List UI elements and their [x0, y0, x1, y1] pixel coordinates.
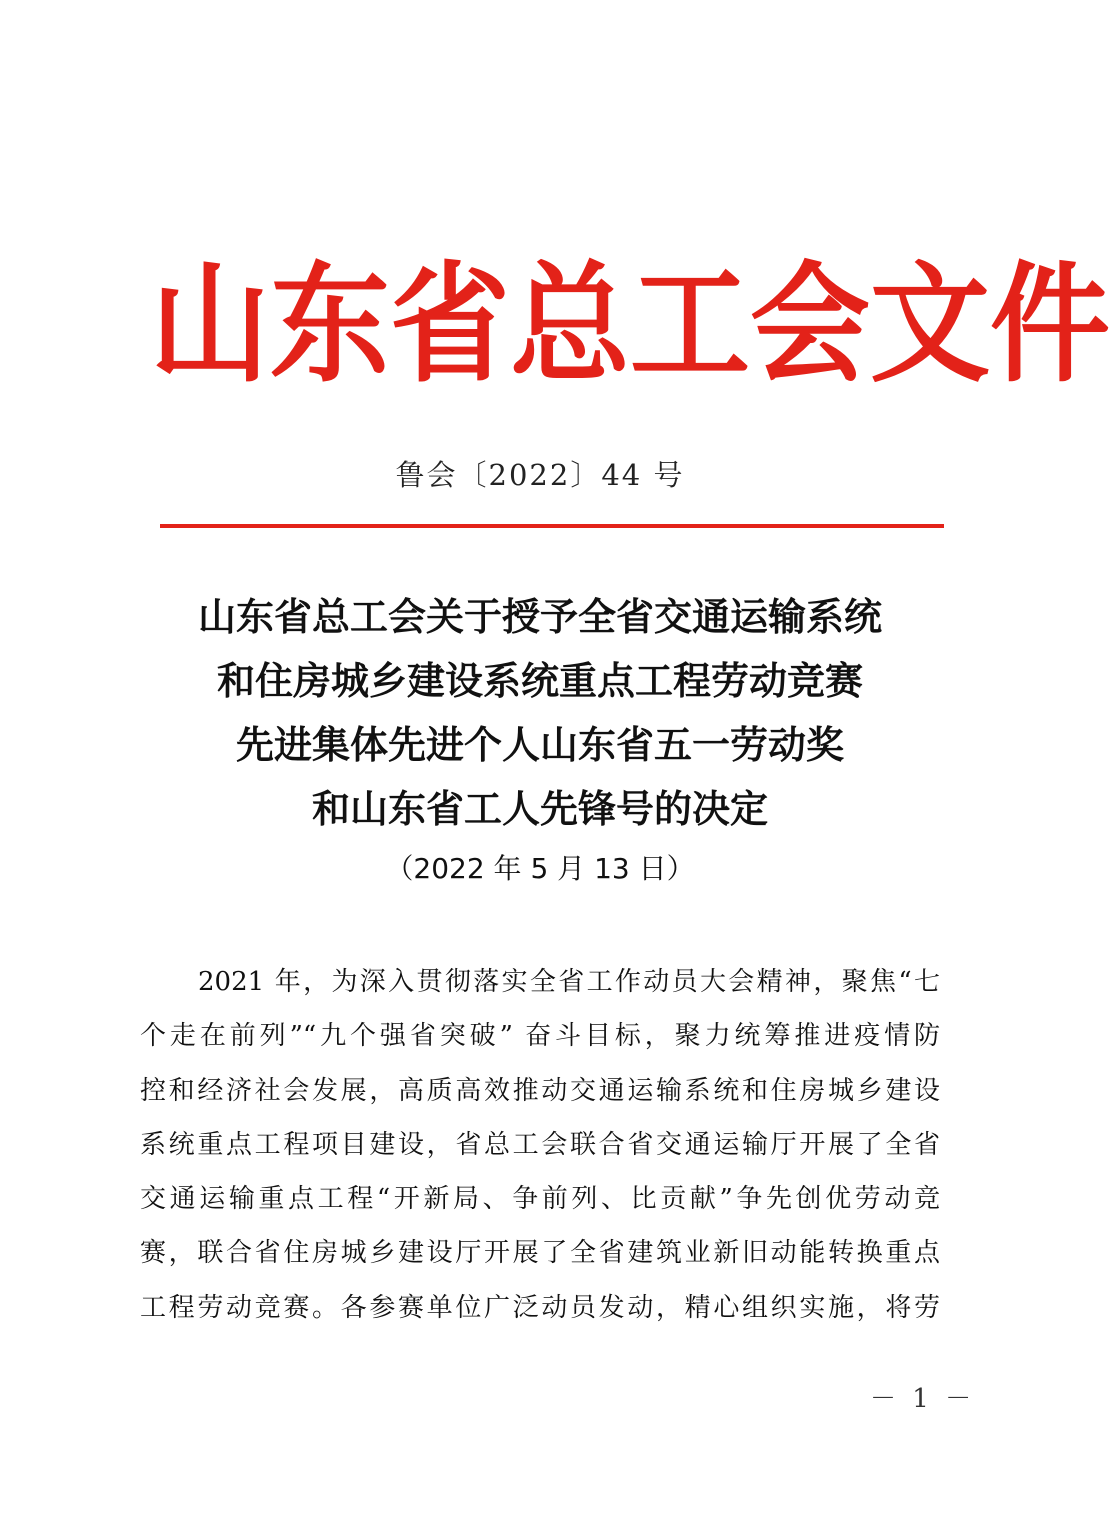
title-line: 先进集体先进个人山东省五一劳动奖 [235, 722, 844, 767]
page-number: － 1 － [870, 1384, 976, 1414]
masthead-char: 件 [990, 248, 1110, 401]
body-line: 控和经济社会发展，高质高效推动交通运输系统和住房城乡建设 [140, 1075, 940, 1106]
masthead-char: 省 [390, 248, 510, 401]
masthead-title [150, 248, 1110, 401]
body-line: 2021 年，为深入贯彻落实全省工作动员大会精神，聚焦“七 [198, 967, 940, 997]
title-line: 山东省总工会关于授予全省交通运输系统 [197, 594, 882, 639]
document-number: 鲁会〔2022〕44 号 [395, 458, 685, 492]
masthead-char: 会 [750, 248, 870, 401]
masthead-char: 文 [870, 248, 990, 401]
body-line: 个走在前列”“九个强省突破” 奋斗目标，聚力统筹推进疫情防 [140, 1021, 940, 1052]
masthead-char: 东 [270, 248, 390, 401]
title-line: 和山东省工人先锋号的决定 [311, 786, 768, 831]
body-line: 系统重点工程项目建设，省总工会联合省交通运输厅开展了全省 [140, 1129, 940, 1160]
body-paragraph [140, 955, 940, 1335]
body-line: 工程劳动竞赛。各参赛单位广泛动员发动，精心组织实施，将劳 [140, 1292, 940, 1323]
masthead-char: 总 [510, 248, 630, 401]
body-line: 赛，联合省住房城乡建设厅开展了全省建筑业新旧动能转换重点 [140, 1238, 940, 1269]
document-title [0, 585, 1080, 841]
body-line: 交通运输重点工程“开新局、争前列、比贡献”争先创优劳动竞 [140, 1184, 940, 1215]
masthead-char: 工 [630, 248, 750, 401]
document-date: （2022 年 5 月 13 日） [385, 852, 695, 885]
masthead-char: 山 [150, 248, 270, 401]
title-line: 和住房城乡建设系统重点工程劳动竞赛 [216, 658, 863, 703]
red-divider [160, 524, 944, 528]
